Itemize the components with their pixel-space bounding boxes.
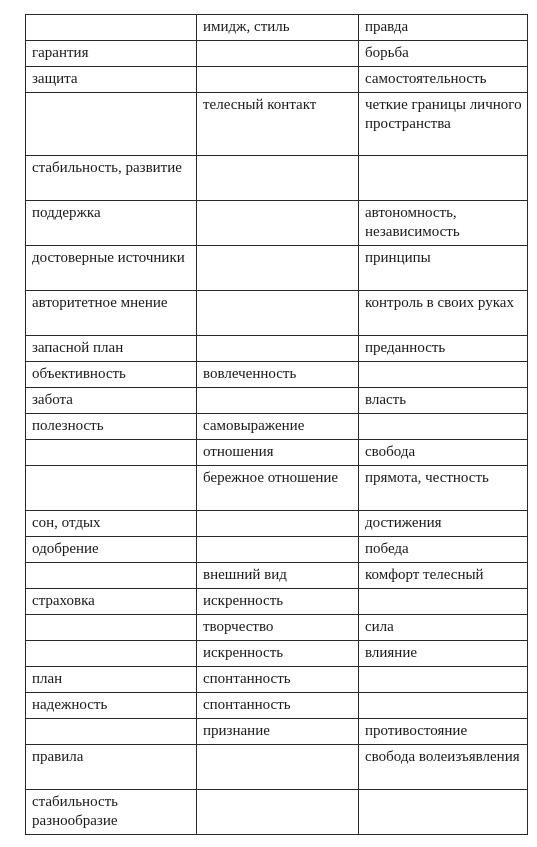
- table-cell: свобода: [359, 440, 528, 466]
- table-cell: признание: [197, 719, 359, 745]
- table-cell: внешний вид: [197, 563, 359, 589]
- table-cell: правила: [26, 745, 197, 790]
- table-cell: правда: [359, 15, 528, 41]
- table-cell: забота: [26, 388, 197, 414]
- table-row: [26, 719, 528, 745]
- table-cell: четкие границы личного пространства: [359, 93, 528, 156]
- table-cell: комфорт телесный: [359, 563, 528, 589]
- table-cell: объективность: [26, 362, 197, 388]
- table-cell: защита: [26, 67, 197, 93]
- table-row: [26, 790, 528, 835]
- table-cell: спонтанность: [197, 667, 359, 693]
- table-cell: сила: [359, 615, 528, 641]
- table-cell: [197, 537, 359, 563]
- table-row: [26, 667, 528, 693]
- table-row: [26, 291, 528, 336]
- table-cell: стабильность разнообразие: [26, 790, 197, 835]
- table-cell: [197, 388, 359, 414]
- table-cell: имидж, стиль: [197, 15, 359, 41]
- table-cell: контроль в своих руках: [359, 291, 528, 336]
- table-row: [26, 246, 528, 291]
- table-cell: [359, 693, 528, 719]
- table-cell: самостоятельность: [359, 67, 528, 93]
- table-cell: [197, 201, 359, 246]
- table-cell: прямота, честность: [359, 466, 528, 511]
- table-cell: свобода волеизъявления: [359, 745, 528, 790]
- table-cell: [197, 336, 359, 362]
- table-row: [26, 414, 528, 440]
- table-cell: [197, 745, 359, 790]
- table-row: [26, 466, 528, 511]
- table-row: [26, 693, 528, 719]
- table-row: [26, 537, 528, 563]
- table-cell: спонтанность: [197, 693, 359, 719]
- table-cell: борьба: [359, 41, 528, 67]
- table-cell: [26, 440, 197, 466]
- table-cell: [359, 156, 528, 201]
- table-row: [26, 589, 528, 615]
- table-row: [26, 41, 528, 67]
- table-row: [26, 201, 528, 246]
- table-cell: стабильность, развитие: [26, 156, 197, 201]
- table-cell: сон, отдых: [26, 511, 197, 537]
- table-cell: [197, 790, 359, 835]
- table-cell: самовыражение: [197, 414, 359, 440]
- table-cell: гарантия: [26, 41, 197, 67]
- table-cell: [359, 790, 528, 835]
- table-cell: [197, 67, 359, 93]
- table-cell: [26, 93, 197, 156]
- table-cell: бережное отношение: [197, 466, 359, 511]
- table-cell: [197, 156, 359, 201]
- table-cell: вовлеченность: [197, 362, 359, 388]
- table-cell: авторитетное мнение: [26, 291, 197, 336]
- table-cell: надежность: [26, 693, 197, 719]
- table-cell: творчество: [197, 615, 359, 641]
- table-cell: победа: [359, 537, 528, 563]
- table-cell: [26, 641, 197, 667]
- table-cell: [359, 414, 528, 440]
- table-cell: противостояние: [359, 719, 528, 745]
- table-cell: телесный контакт: [197, 93, 359, 156]
- table-cell: [197, 291, 359, 336]
- values-table-body: [26, 15, 528, 835]
- table-row: [26, 641, 528, 667]
- table-cell: [26, 563, 197, 589]
- table-cell: [359, 667, 528, 693]
- table-cell: влияние: [359, 641, 528, 667]
- table-row: [26, 563, 528, 589]
- table-cell: искренность: [197, 641, 359, 667]
- table-cell: преданность: [359, 336, 528, 362]
- table-cell: страховка: [26, 589, 197, 615]
- table-row: [26, 15, 528, 41]
- table-cell: [359, 589, 528, 615]
- values-table: [25, 14, 528, 835]
- table-cell: запасной план: [26, 336, 197, 362]
- table-row: [26, 440, 528, 466]
- table-row: [26, 156, 528, 201]
- table-cell: [197, 41, 359, 67]
- table-cell: план: [26, 667, 197, 693]
- table-row: [26, 511, 528, 537]
- table-row: [26, 745, 528, 790]
- table-cell: [26, 719, 197, 745]
- table-cell: принципы: [359, 246, 528, 291]
- table-cell: [26, 615, 197, 641]
- table-row: [26, 67, 528, 93]
- table-cell: искренность: [197, 589, 359, 615]
- table-row: [26, 615, 528, 641]
- table-cell: одобрение: [26, 537, 197, 563]
- table-cell: власть: [359, 388, 528, 414]
- table-row: [26, 362, 528, 388]
- table-cell: автономность, независимость: [359, 201, 528, 246]
- table-cell: [197, 246, 359, 291]
- table-cell: достижения: [359, 511, 528, 537]
- table-cell: [26, 466, 197, 511]
- table-cell: отношения: [197, 440, 359, 466]
- table-cell: полезность: [26, 414, 197, 440]
- table-row: [26, 388, 528, 414]
- table-cell: поддержка: [26, 201, 197, 246]
- table-row: [26, 93, 528, 156]
- table-cell: [359, 362, 528, 388]
- table-row: [26, 336, 528, 362]
- table-cell: [197, 511, 359, 537]
- table-cell: [26, 15, 197, 41]
- table-cell: достоверные источники: [26, 246, 197, 291]
